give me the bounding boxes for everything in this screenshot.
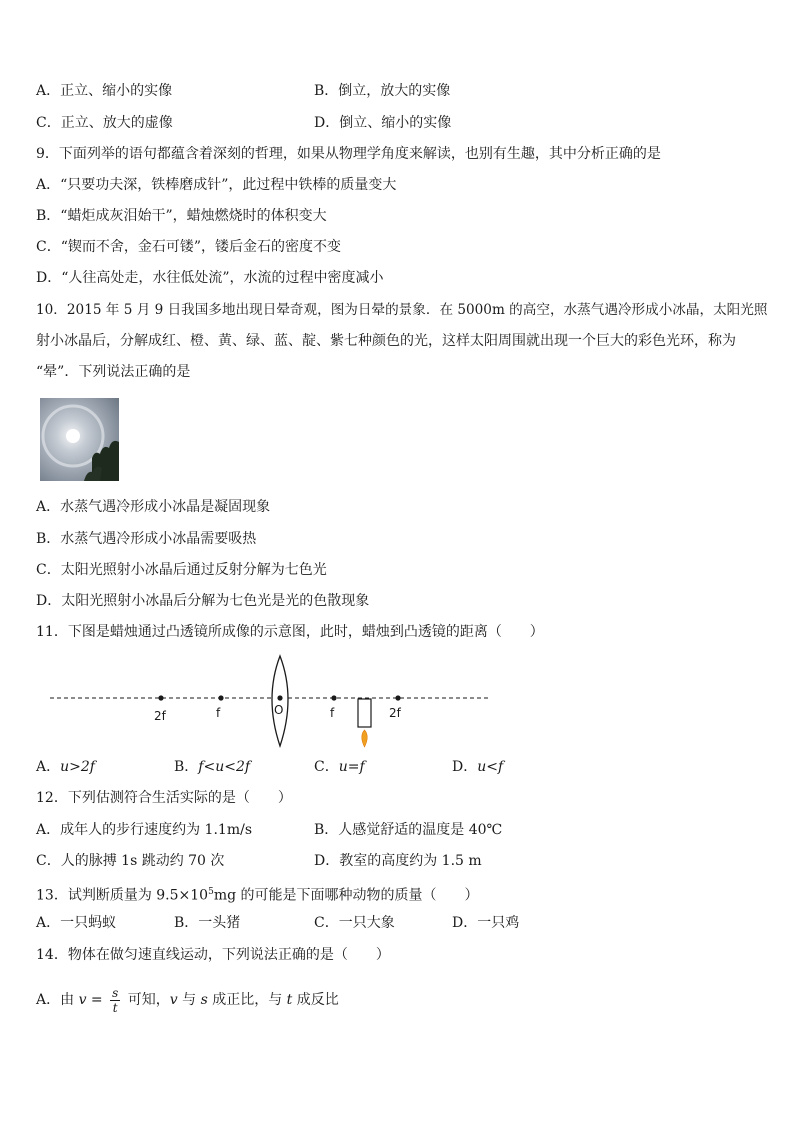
q14-stem: 14．物体在做匀速直线运动，下列说法正确的是（ ） (36, 947, 390, 963)
q12-option-a: A．成年人的步行速度约为 1.1m/s (36, 822, 253, 838)
optical-center-point (277, 695, 282, 700)
label-2f-left: 2f (154, 709, 166, 723)
q8-option-b: B．倒立，放大的实像 (314, 83, 451, 99)
q13-option-a: A．一只蚂蚁 (36, 915, 117, 931)
q10-option-b: B．水蒸气遇冷形成小冰晶需要吸热 (36, 531, 257, 547)
q13-option-b: B．一头猪 (174, 915, 241, 931)
label-2f-right: 2f (389, 706, 401, 720)
q11-option-b: B．f<u<2f (174, 759, 251, 775)
convex-lens (272, 656, 288, 746)
q12-stem: 12．下列估测符合生活实际的是（ ） (36, 790, 292, 806)
q11-option-c: C．u=f (314, 759, 365, 775)
focus-2f-right-point (395, 695, 400, 700)
q12-option-c: C．人的脉搏 1s 跳动约 70 次 (36, 853, 225, 869)
q9-option-d: D．“人往高处走，水往低处流”，水流的过程中密度减小 (36, 270, 384, 286)
q14-option-a: A．由 v = $\frac{s}{t}$ 可知，v 与 s 成正比，与 t 成反比 (36, 985, 339, 1015)
q10-option-a: A．水蒸气遇冷形成小冰晶是凝固现象 (36, 499, 271, 515)
sun-halo-photo (40, 398, 119, 481)
candle-body (358, 699, 371, 727)
q9-option-c: C．“锲而不舍，金石可镂”，镂后金石的密度不变 (36, 239, 342, 255)
label-optical-center: O (274, 703, 284, 717)
q9-option-a: A．“只要功夫深，铁棒磨成针”，此过程中铁棒的质量变大 (36, 177, 397, 193)
focus-f-left-point (218, 695, 223, 700)
q11-option-a: A．u>2f (36, 759, 95, 775)
q9-stem: 9．下面列举的语句都蕴含着深刻的哲理，如果从物理学角度来解读，也别有生趣，其中分析正确的是 (36, 146, 661, 162)
q13-option-d: D．一只鸡 (452, 915, 520, 931)
q9-option-b: B．“蜡炬成灰泪始干”，蜡烛燃烧时的体积变大 (36, 208, 327, 224)
q10-stem-line3: “晕”．下列说法正确的是 (36, 364, 191, 380)
q8-option-d: D．倒立、缩小的实像 (314, 115, 452, 131)
q13-option-c: C．一只大象 (314, 915, 395, 931)
q10-option-d: D．太阳光照射小冰晶后分解为七色光是光的色散现象 (36, 593, 370, 609)
q10-option-c: C．太阳光照射小冰晶后通过反射分解为七色光 (36, 562, 327, 578)
q10-stem-line1: 10．2015 年 5 月 9 日我国多地出现日晕奇观，图为日晕的景象．在 5000m 的高空，水蒸气遇冷形成小冰晶，太阳光照 (36, 302, 768, 318)
q12-option-b: B．人感觉舒适的温度是 40℃ (314, 822, 503, 838)
label-f-left: f (216, 706, 221, 720)
q11-stem: 11．下图是蜡烛通过凸透镜所成像的示意图，此时，蜡烛到凸透镜的距离（ ） (36, 624, 544, 640)
q8-option-c: C．正立、放大的虚像 (36, 115, 173, 131)
label-f-right: f (330, 706, 335, 720)
q11-option-d: D．u<f (452, 759, 504, 775)
candle-flame-icon (362, 730, 368, 747)
q10-stem-line2: 射小冰晶后，分解成红、橙、黄、绿、蓝、靛、紫七种颜色的光，这样太阳周围就出现一个巨大的彩色光环，称为 (36, 333, 736, 349)
q12-option-d: D．教室的高度约为 1.5 m (314, 853, 482, 869)
focus-2f-left-point (158, 695, 163, 700)
q8-option-a: A．正立、缩小的实像 (36, 83, 173, 99)
fraction-s-over-t: $\frac{s}{t}$ (112, 985, 119, 1015)
convex-lens-diagram (46, 654, 496, 754)
q13-stem: 13．试判断质量为 $9.5\times 10^5mg$ 的可能是下面哪种动物的质量（ ） (36, 887, 479, 904)
focus-f-right-point (331, 695, 336, 700)
